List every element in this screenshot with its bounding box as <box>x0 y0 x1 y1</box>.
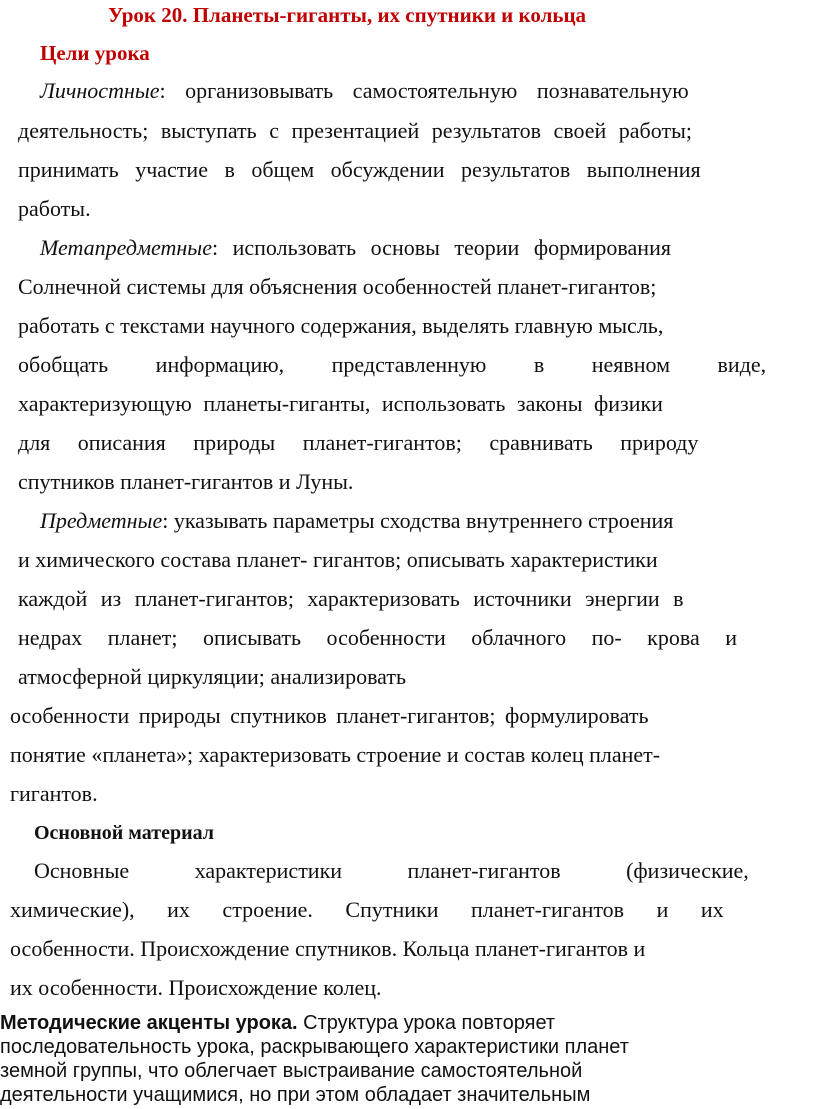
main-material-line-1: Основные характеристики планет-гигантов (физические, <box>34 858 749 883</box>
goals-heading: Цели урока <box>40 41 150 65</box>
subject-goals-line-8: гигантов. <box>10 781 98 806</box>
subject-goals-line-7: понятие «планета»; характеризовать строение и состав колец планет- <box>10 742 661 767</box>
personal-goals-label: Личностные <box>40 78 160 103</box>
subject-goals-line-5: атмосферной циркуляции; анализировать <box>18 664 407 689</box>
method-heading: Методические акценты урока. <box>0 1012 298 1034</box>
meta-goals-label: Метапредметные <box>40 235 212 260</box>
meta-goals-line-5: характеризующую планеты-гиганты, использовать законы физики <box>18 391 663 416</box>
method-line-3: земной группы, что облегчает выстраивание самостоятельной <box>0 1060 583 1082</box>
meta-goals-line-6: для описания природы планет-гигантов; сравнивать природу <box>18 430 699 455</box>
main-material-line-4: их особенности. Происхождение колец. <box>10 975 382 1000</box>
personal-goals-line-4: работы. <box>18 196 91 221</box>
main-material-line-3: особенности. Происхождение спутников. Кольца планет-гигантов и <box>10 936 646 961</box>
page-title: Урок 20. Планеты-гиганты, их спутники и кольца <box>108 3 587 27</box>
subject-goals-intro <box>40 508 673 534</box>
meta-goals-line-4: обобщать информацию, представленную в неявном виде, <box>18 352 767 377</box>
subject-goals-line-2: и химического состава планет- гигантов; описывать характеристики <box>18 547 658 572</box>
meta-goals-intro <box>40 235 671 261</box>
personal-goals-intro <box>40 78 689 104</box>
subject-goals-line-6: особенности природы спутников планет-гигантов; формулировать <box>10 703 649 728</box>
meta-goals-line-2: Солнечной системы для объяснения особенностей планет-гигантов; <box>18 274 657 299</box>
method-line-2: последовательность урока, раскрывающего характеристики планет <box>0 1036 629 1058</box>
method-text: Структура урока повторяет <box>297 1012 556 1034</box>
personal-goals-line-2: деятельность; выступать с презентацией результатов своей работы; <box>18 118 692 143</box>
personal-goals-text: : организовывать самостоятельную познавательную <box>159 78 689 103</box>
subject-goals-label: Предметные <box>40 508 163 533</box>
main-material-heading: Основной материал <box>34 822 215 844</box>
main-material-line-2: химические), их строение. Спутники планет-гигантов и их <box>10 897 724 922</box>
meta-goals-line-3: работать с текстами научного содержания, выделять главную мысль, <box>18 313 664 338</box>
method-line-4: деятельности учащимися, но при этом обладает значительным <box>0 1084 591 1106</box>
subject-goals-line-3: каждой из планет-гигантов; характеризовать источники энергии в <box>18 586 684 611</box>
meta-goals-text: : использовать основы теории формирования <box>211 235 671 260</box>
subject-goals-line-4: недрах планет; описывать особенности облачного по- крова и <box>18 625 737 650</box>
personal-goals-line-3: принимать участие в общем обсуждении результатов выполнения <box>18 157 701 182</box>
method-intro <box>0 1011 555 1035</box>
subject-goals-text: : указывать параметры сходства внутреннего строения <box>162 508 674 533</box>
meta-goals-line-7: спутников планет-гигантов и Луны. <box>18 469 354 494</box>
